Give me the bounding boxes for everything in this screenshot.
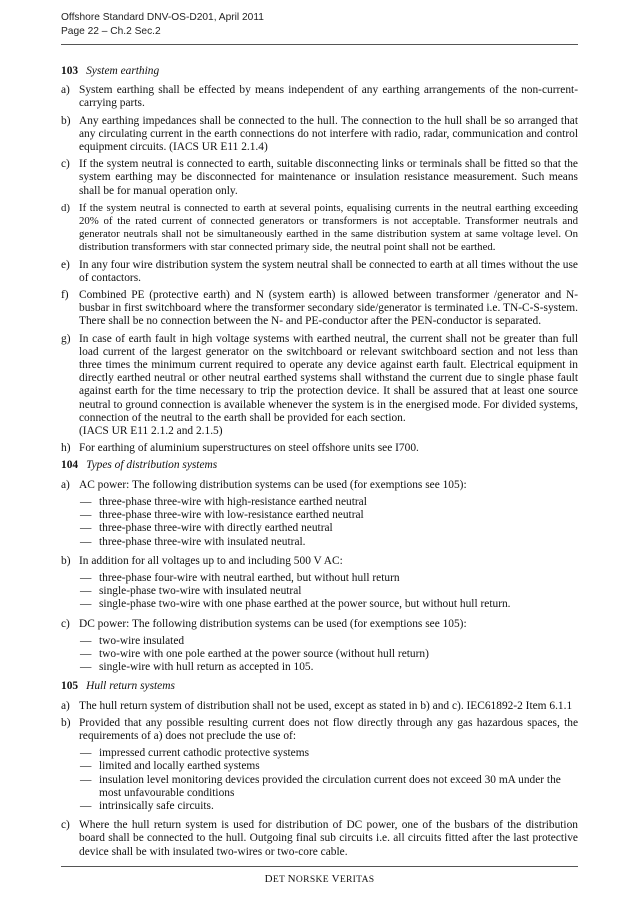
dash-text: two-wire insulated [99,634,185,647]
item-label: c) [61,617,70,630]
item-reference: (IACS UR E11 2.1.2 and 2.1.5) [79,425,223,438]
dash-text: three-phase three-wire with insulated neutral. [99,535,306,548]
page-body [61,65,578,863]
item-text: System earthing shall be effected by means independent of any earthing arrangements of the non-current-carrying parts. [79,84,578,110]
section-title: Hull return systems [86,680,175,693]
dash-list [61,747,578,813]
dash-glyph: — [80,647,92,660]
footer-part: D [264,873,273,885]
page-footer [61,873,578,885]
item-label: a) [61,699,70,712]
item-label: c) [61,819,70,832]
dash-text: two-wire with one pole earthed at the power source (without hull return) [99,647,429,660]
section-103-heading [61,65,578,78]
section-number: 105 [61,680,79,693]
item-label: h) [61,442,71,455]
list-item [61,700,578,713]
item-text: If the system neutral is connected to earth at several points, equalising currents in the neutral earthing exceeding 20% of the rated current of connected generators or transformers is not acceptable. Transformer neutrals and generator neutrals shall not be simultaneously earthed in the same distribution system at same voltage level. On distribution transformers with star connected primary side, the neutral point shall not be earthed. [79,201,578,254]
dash-text: three-phase three-wire with low-resistance earthed neutral [99,509,364,522]
dash-text: intrinsically safe circuits. [99,799,214,812]
list-item [61,618,578,631]
dash-item [80,585,578,598]
item-label: b) [61,554,71,567]
footer-part: V [331,873,340,885]
list-item [61,555,578,568]
item-text: Where the hull return system is used for distribution of DC power, one of the busbars of the distribution board shall be connected to the hull. Outgoing final sub circuits i.e. all circuits fitted after the last protective device shall be with insulated two-wires or two-core cable. [79,819,578,858]
dash-text: single-phase two-wire with insulated neutral [99,585,302,598]
dash-item [80,747,578,760]
section-105-heading [61,680,578,693]
dash-item [80,800,578,813]
dash-list [61,572,578,612]
item-text: Any earthing impedances shall be connected to the hull. The connection to the hull shall be so arranged that any circulating current in the earth connections do not interfere with radio, radar, communication and control equipment circuits. (IACS UR E11 2.1.4) [79,114,578,154]
footer-part: ERITAS [339,874,375,885]
dash-item [80,774,578,800]
dash-list [61,635,578,675]
dash-item [80,572,578,585]
dash-glyph: — [80,799,92,812]
page-header [61,11,264,39]
item-label: g) [61,332,71,345]
list-item [61,158,578,198]
list-item [61,84,578,110]
dash-item [80,598,578,611]
dash-glyph: — [80,634,92,647]
header-page: Page 22 – Ch.2 Sec.2 [61,26,161,37]
item-text: DC power: The following distribution systems can be used (for exemptions see 105): [79,617,467,630]
dash-text: three-phase three-wire with directly earthed neutral [99,522,333,535]
dash-glyph: — [80,495,92,508]
dash-text: impressed current cathodic protective systems [99,747,310,760]
item-label: e) [61,258,70,271]
item-text: AC power: The following distribution systems can be used (for exemptions see 105): [79,478,467,491]
section-title: Types of distribution systems [86,459,218,472]
item-label: b) [61,716,71,729]
dash-text: three-phase three-wire with high-resistance earthed neutral [99,495,367,508]
section-title: System earthing [86,65,160,77]
dash-glyph: — [80,509,92,522]
dash-text: single-wire with hull return as accepted in 105. [99,661,314,674]
dash-item [80,496,578,509]
footer-divider [61,866,578,867]
dash-item [80,509,578,522]
dash-glyph: — [80,585,92,598]
dash-item [80,536,578,549]
item-label: d) [61,201,70,214]
dash-item [80,760,578,773]
list-item [61,442,578,455]
item-label: f) [61,289,69,302]
item-text: For earthing of aluminium superstructures on steel offshore units see I700. [79,442,419,455]
dash-item [80,661,578,674]
header-divider [61,44,578,45]
item-text: Provided that any possible resulting current does not flow directly through any gas hazardous spaces, the requirements of a) does not preclude the use of: [79,716,578,742]
dash-glyph: — [80,773,92,786]
item-label: a) [61,84,70,97]
dash-text: single-phase two-wire with one phase earthed at the power source, but without hull return. [99,598,511,611]
dash-item [80,522,578,535]
list-item [61,333,578,439]
item-label: b) [61,114,71,127]
item-text: In addition for all voltages up to and including 500 V AC: [79,554,343,567]
section-104-heading [61,459,578,472]
item-text: Combined PE (protective earth) and N (system earth) is allowed between transformer /generator and N-busbar in first switchboard where the transformer secondary side/generator is terminated i.e. TN-C-S-system. There shall be no connection between the N- and PE-conductor after the PEN-conductor is separated. [79,289,578,328]
dash-glyph: — [80,760,92,773]
section-number: 103 [61,65,79,77]
dash-glyph: — [80,522,92,535]
dash-glyph: — [80,535,92,548]
list-item [61,289,578,329]
list-item [61,259,578,285]
item-text: In any four wire distribution system the system neutral shall be connected to earth at all times without the use of contactors. [79,258,578,284]
dash-item [80,648,578,661]
header-standard: Offshore Standard DNV-OS-D201, April 2011 [61,12,264,23]
item-text: The hull return system of distribution shall not be used, except as stated in b) and c). IEC61892-2 Item 6.1.1 [79,699,573,712]
section-number: 104 [61,459,79,472]
footer-part: ET [272,874,288,885]
list-item [61,115,578,155]
dash-item [80,635,578,648]
dash-glyph: — [80,571,92,584]
dash-glyph: — [80,747,92,760]
footer-part: ORSKE [295,874,332,885]
footer-part: N [287,873,296,885]
item-text: In case of earth fault in high voltage systems with earthed neutral, the current shall not be greater than full load current of the largest generator on the switchboard or relevant switchboard section and not less than three times the minimum current required to operate any device against earth fault. Electrical equipment in directly earthed neutral or other neutral earthed systems shall withstand the current due to single phase fault against earth for the time necessary to trip the protection device. It shall be assured that at least one source neutral to ground connection is available whenever the system is in the energised mode. For divided systems, connection of the neutral to the earth shall be provided for each section. [79,332,578,424]
list-item [61,479,578,492]
dash-text: three-phase four-wire with neutral earthed, but without hull return [99,571,400,584]
dash-list [61,496,578,549]
dash-glyph: — [80,598,92,611]
dash-glyph: — [80,661,92,674]
list-item [61,819,578,859]
item-text: If the system neutral is connected to earth, suitable disconnecting links or terminals shall be fitted so that the system earthing may be disconnected for maintenance or insulation resistance measurement. Such means shall be for manual operation only. [79,158,578,197]
dash-text: limited and locally earthed systems [99,760,260,773]
list-item [61,717,578,743]
item-label: c) [61,158,70,171]
item-label: a) [61,478,70,491]
dash-text: insulation level monitoring devices provided the circulation current does not exceed 30 mA under the most unfavourable conditions [99,773,561,799]
list-item [61,202,578,255]
